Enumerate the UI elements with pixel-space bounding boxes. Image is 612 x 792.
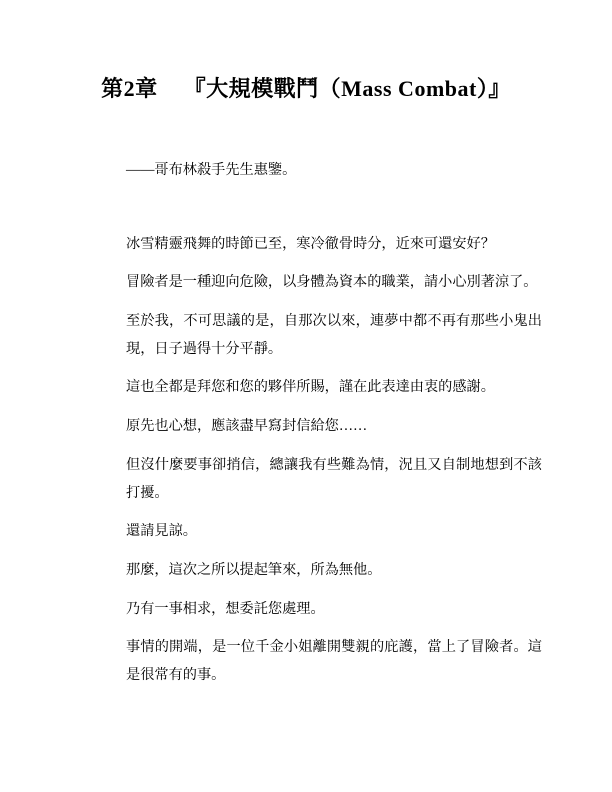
paragraph: 這也全都是拜您和您的夥伴所賜，謹在此表達由衷的感謝。 <box>126 379 495 396</box>
paragraph: 那麼，這次之所以提起筆來，所為無他。 <box>126 561 382 578</box>
paragraph: 冒險者是一種迎向危險，以身體為資本的職業，請小心別著涼了。 <box>126 274 538 291</box>
paragraph: 原先也心想，應該盡早寫封信給您…… <box>126 418 368 435</box>
paragraph: 乃有一事相求，想委託您處理。 <box>126 600 325 617</box>
paragraph: 還請見諒。 <box>126 523 197 540</box>
body-text <box>0 157 612 690</box>
chapter-title-text: 『大規模戰鬥（Mass Combat）』 <box>183 76 511 101</box>
salutation-line: ——哥布林殺手先生惠鑒。 <box>126 162 297 178</box>
paragraph: 冰雪精靈飛舞的時節已至，寒冷徹骨時分，近來可還安好？ <box>126 235 495 252</box>
chapter-heading <box>0 0 612 103</box>
chapter-number: 第2章 <box>101 76 158 101</box>
paragraph: 事情的開端，是一位千金小姐離開雙親的庇護，當上了冒險者。這是很常有的事。 <box>126 639 542 683</box>
paragraph: 至於我，不可思議的是，自那次以來，連夢中都不再有那些小鬼出現，日子過得十分平靜。 <box>126 313 542 357</box>
paragraph: 但沒什麼要事卻捎信，總讓我有些難為情，況且又自制地想到不該打擾。 <box>126 456 542 501</box>
